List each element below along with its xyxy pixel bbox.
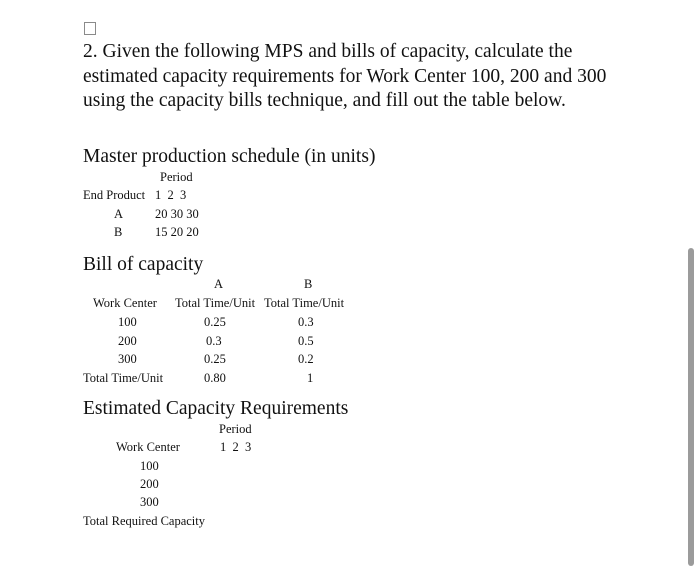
- bill-header-a: Total Time/Unit: [175, 296, 256, 310]
- mps-row-values: 15 20 20: [155, 225, 199, 239]
- bill-total-a: 0.80: [204, 371, 226, 385]
- bill-row-b: 0.2: [298, 352, 314, 366]
- bill-row-a: 0.25: [204, 315, 226, 329]
- bill-row-a: 0.25: [204, 352, 226, 366]
- bill-row-b: 0.3: [298, 315, 314, 329]
- mps-row-values: 20 30 30: [155, 207, 199, 221]
- bill-total-b: 1: [307, 371, 314, 385]
- ecr-row-wc: 100: [140, 459, 159, 473]
- mps-title: Master production schedule (in units): [83, 146, 376, 167]
- mps-period-header: Period: [160, 170, 193, 184]
- bill-product-a: A: [214, 277, 224, 291]
- ecr-total-label: Total Required Capacity: [83, 514, 206, 528]
- bill-row-b: 0.5: [298, 334, 314, 348]
- ecr-period-header: Period: [219, 422, 252, 436]
- mps-periods: 1 2 3: [155, 188, 187, 202]
- mps-row-label: A: [114, 207, 124, 221]
- mps-row-label: B: [114, 225, 123, 239]
- bill-row-a: 0.3: [206, 334, 222, 348]
- vertical-scrollbar[interactable]: [688, 248, 694, 566]
- ecr-row-wc: 200: [140, 477, 159, 491]
- bill-row-wc: 300: [118, 352, 137, 366]
- ecr-col-label: Work Center: [116, 440, 180, 454]
- bill-header-b: Total Time/Unit: [264, 296, 345, 310]
- mps-col-label: End Product: [83, 188, 146, 202]
- ecr-row-wc: 300: [140, 495, 159, 509]
- ecr-periods: 1 2 3: [220, 440, 252, 454]
- bill-product-b: B: [304, 277, 313, 291]
- checkbox[interactable]: [84, 22, 96, 35]
- ecr-title: Estimated Capacity Requirements: [83, 398, 349, 419]
- bill-total-label: Total Time/Unit: [83, 371, 164, 385]
- bill-header-wc: Work Center: [93, 296, 157, 310]
- question-text: 2. Given the following MPS and bills of capacity, calculate the estimated capacity requirements for Work Center 100, 200 and 300 using the capacity bills technique, and fill out the table below.: [83, 41, 607, 111]
- bill-row-wc: 200: [118, 334, 137, 348]
- bill-title: Bill of capacity: [83, 254, 204, 275]
- bill-row-wc: 100: [118, 315, 137, 329]
